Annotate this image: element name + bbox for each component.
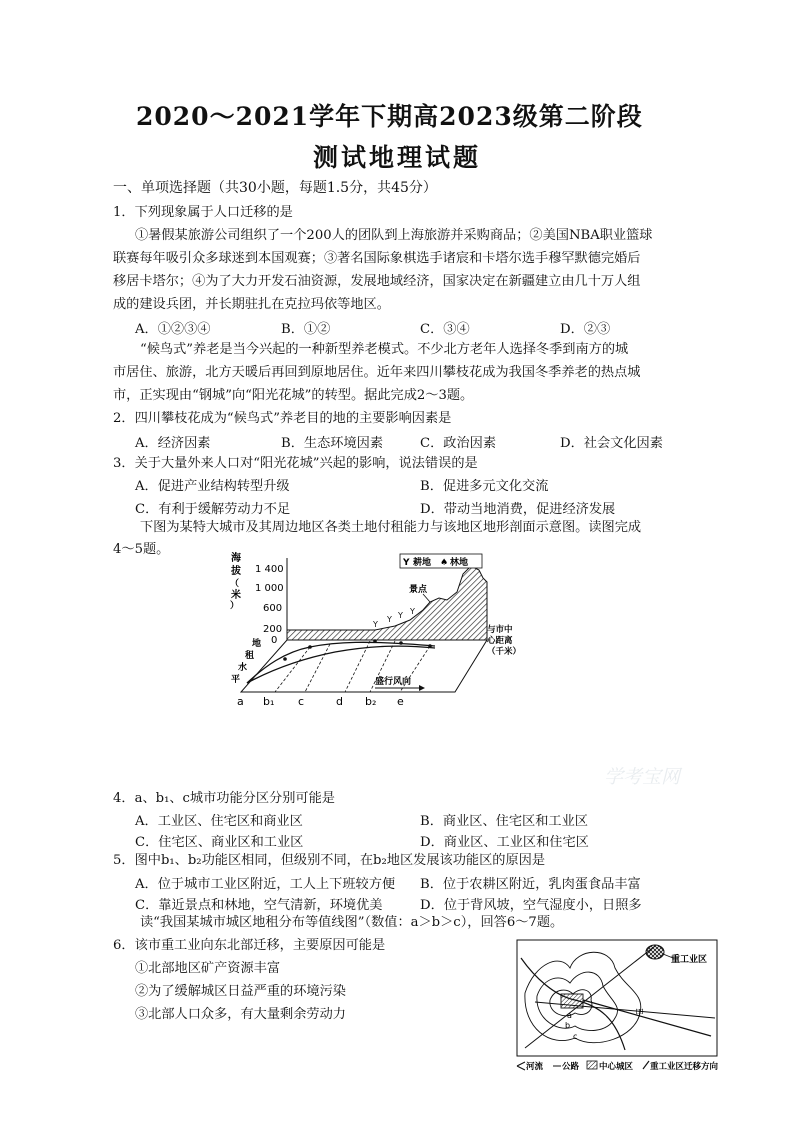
curve-point [428, 644, 432, 648]
legend-forest-icon: ♠ [440, 558, 449, 568]
ytick-label: 600 [263, 603, 283, 614]
scenic-label: 景点 [409, 585, 428, 595]
q6-stem: 6．该市重工业向东北部迁移，主要原因可能是 [113, 938, 386, 953]
curve-point [283, 657, 287, 661]
rent-label-char: 租 [245, 651, 255, 661]
point-label-a: a [237, 695, 244, 708]
q4-stem: 4．a、b₁、c城市功能分区分别可能是 [113, 791, 335, 806]
q2-option-c[interactable]: C．政治因素 [420, 436, 497, 451]
legend-forest: 林地 [450, 558, 469, 568]
q5-option-a[interactable]: A．位于城市工业区附近，工人上下班较方便 [135, 877, 396, 892]
central-district-legend-icon [587, 1061, 597, 1069]
q3-option-a[interactable]: A．促进产业结构转型升级 [135, 479, 290, 494]
rent-label-char: 地 [252, 639, 262, 649]
point-label-c: c [298, 695, 305, 708]
curve-point [399, 641, 403, 645]
rent-label-char: 水 [238, 663, 248, 673]
legend-migration: 重工业区迁移方向 [650, 1062, 719, 1072]
heavy-industry-label: 重工业区 [671, 955, 708, 965]
distance-label-3: （千米） [487, 647, 522, 657]
ylabel-char: 海 [231, 553, 241, 564]
legend-river: 河流 [526, 1062, 544, 1072]
ytick-label: 200 [263, 624, 283, 635]
q6-item: ①北部地区矿产资源丰富 [135, 961, 281, 976]
q2-option-a[interactable]: A．经济因素 [135, 436, 211, 451]
ylabel-char: ） [230, 601, 240, 611]
contour-label-b: b [565, 1021, 571, 1030]
q1-stem: 1．下列现象属于人口迁移的是 [113, 205, 293, 220]
ylabel-char: 米 [231, 590, 241, 601]
distance-label-1: 与市中 [487, 625, 513, 635]
ytick-label: 1 000 [255, 583, 284, 594]
material-4-5-line: 4～5题。 [113, 542, 170, 557]
q6-item: ③北部人口众多，有大量剩余劳动力 [135, 1007, 346, 1022]
q3-option-b[interactable]: B．促进多元文化交流 [420, 479, 549, 494]
ylabel-char: 拔 [231, 566, 241, 577]
material-2-3-line: “候鸟式”养老是当今兴起的一种新型养老模式。不少北方老年人选择冬季到南方的城 [140, 342, 629, 357]
q4-option-a[interactable]: A．工业区、住宅区和商业区 [135, 814, 303, 829]
q1-passage-line: ①暑假某旅游公司组织了一个200人的团队到上海旅游并采购商品；②美国NBA职业篮球 [135, 228, 653, 243]
q6-item: ②为了缓解城区日益严重的环境污染 [135, 984, 346, 999]
exam-title-line2: 测试地理试题 [313, 143, 482, 172]
material-2-3-line: 市居住、旅游，北方天暖后再回到原地居住。近年来四川攀枝花成为我国冬季养老的热点城 [113, 365, 641, 380]
legend-farmland: 耕地 [413, 558, 432, 568]
q2-stem: 2．四川攀枝花成为“候鸟式”养老目的地的主要影响因素是 [113, 411, 452, 426]
q1-passage-line: 移居卡塔尔；④为了大力开发石油资源，发展地域经济，国家决定在新疆建立由几十万人组 [113, 274, 641, 289]
q5-option-c[interactable]: C．靠近景点和林地，空气清新，环境优美 [135, 898, 383, 913]
farmland-marker: Y [387, 615, 392, 624]
river-legend-icon [517, 1062, 525, 1070]
contour-label-a: a [567, 1011, 572, 1020]
material-4-5-line: 下图为某特大城市及其周边地区各类土地付租能力与该地区地形剖面示意图。读图完成 [140, 520, 642, 535]
ylabel-char: （ [230, 579, 240, 589]
farmland-marker: Y [398, 611, 403, 620]
ytick-label: 1 400 [255, 564, 284, 575]
ytick-label: 0 [271, 635, 278, 646]
wind-arrow-icon [419, 685, 425, 691]
q4-option-b[interactable]: B．商业区、住宅区和工业区 [420, 814, 588, 829]
point-label-b2: b₂ [365, 695, 377, 708]
legend-central-district: 中心城区 [599, 1062, 634, 1072]
q1-option-c[interactable]: C．③④ [420, 322, 470, 337]
migration-legend-icon [643, 1061, 649, 1069]
q5-stem: 5．图中b₁、b₂功能区相同，但级别不同，在b₂地区发展该功能区的原因是 [113, 853, 546, 868]
heavy-industry-zone [646, 945, 664, 959]
jia-label: 甲 [635, 1009, 645, 1019]
farmland-marker: Y [373, 620, 378, 629]
q3-option-d[interactable]: D．带动当地消费，促进经济发展 [420, 502, 616, 517]
q1-option-b[interactable]: B．①② [281, 322, 331, 337]
legend-highway: 公路 [562, 1062, 580, 1072]
q2-option-b[interactable]: B．生态环境因素 [281, 436, 384, 451]
curve-point [308, 645, 312, 649]
q2-option-d[interactable]: D．社会文化因素 [560, 436, 663, 451]
q4-option-d[interactable]: D．商业区、工业区和住宅区 [420, 835, 589, 850]
legend-farmland-icon: Y [403, 558, 410, 568]
rent-contour-map [515, 938, 730, 1073]
farmland-marker: Y [410, 607, 415, 616]
q1-passage-line: 成的建设兵团，并长期驻扎在克拉玛依等地区。 [113, 297, 390, 312]
q4-option-c[interactable]: C．住宅区、商业区和工业区 [135, 835, 304, 850]
point-label-d: d [336, 695, 343, 708]
q5-option-b[interactable]: B．位于农耕区附近，乳肉蛋食品丰富 [420, 877, 641, 892]
material-2-3-line: 市，正实现由“钢城”向“阳光花城”的转型。据此完成2～3题。 [113, 388, 474, 403]
q1-option-a[interactable]: A．①②③④ [135, 322, 211, 337]
section-heading: 一、单项选择题（共30小题，每题1.5分，共45分） [113, 180, 437, 196]
rent-label-char: 平 [231, 675, 241, 685]
material-6-7: 读“我国某城市城区地租分布等值线图”（数值：a＞b＞c），回答6～7题。 [140, 915, 564, 930]
point-label-b1: b₁ [263, 695, 275, 708]
exam-title-line1: 2020～2021学年下期高2023级第二阶段 [136, 102, 643, 131]
watermark: 学考宝网 [604, 766, 681, 788]
q5-option-d[interactable]: D．位于背风坡，空气湿度小，日照多 [420, 898, 642, 913]
distance-label-2: 心距离 [487, 636, 513, 646]
q3-option-c[interactable]: C．有利于缓解劳动力不足 [135, 502, 291, 517]
contour-label-c: c [573, 1032, 578, 1041]
point-label-e: e [397, 695, 404, 708]
q1-passage-line: 联赛每年吸引众多球迷到本国观赛；③著名国际象棋选手诸宸和卡塔尔选手穆罕默德完婚后 [113, 251, 641, 266]
q1-option-d[interactable]: D．②③ [560, 322, 611, 337]
curve-point [373, 639, 377, 643]
wind-label: 盛行风向 [375, 677, 412, 687]
terrain-rent-figure [225, 548, 535, 710]
terrain-profile [287, 566, 487, 640]
q3-stem: 3．关于大量外来人口对“阳光花城”兴起的影响，说法错误的是 [113, 456, 478, 471]
